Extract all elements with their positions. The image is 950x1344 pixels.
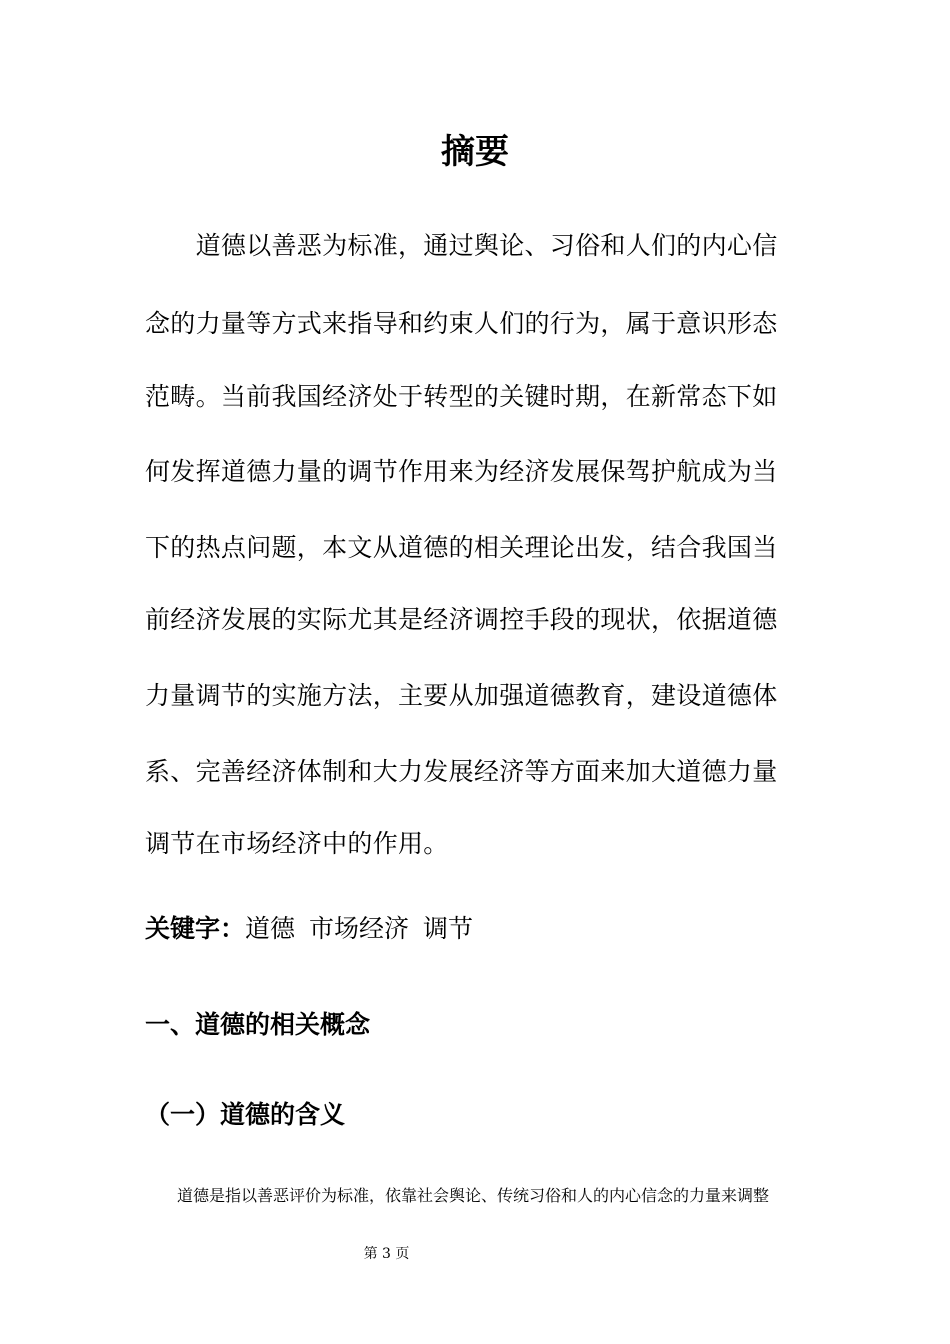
abstract-line: 道德以善恶为标准，通过舆论、习俗和人们的内心信 [145,231,778,260]
page-title: 摘要 [441,132,509,172]
abstract-line: 何发挥道德力量的调节作用来为经济发展保驾护航成为当 [145,457,778,486]
abstract-line: 调节在市场经济中的作用。 [145,829,449,858]
subsection-heading: （一）道德的含义 [145,1100,346,1129]
abstract-line: 下的热点问题，本文从道德的相关理论出发，结合我国当 [145,533,778,562]
keywords-label: 关键字： [145,914,246,943]
abstract-line: 系、完善经济体制和大力发展经济等方面来加大道德力量 [145,757,778,786]
body-paragraph: 道德是指以善恶评价为标准，依靠社会舆论、传统习俗和人的内心信念的力量来调整 [177,1186,770,1205]
abstract-line: 念的力量等方式来指导和约束人们的行为，属于意识形态 [145,309,778,338]
abstract-line: 力量调节的实施方法，主要从加强道德教育，建设道德体 [145,681,778,710]
section-heading: 一、道德的相关概念 [145,1010,371,1039]
keyword-item: 调节 [423,914,474,943]
abstract-line: 前经济发展的实际尤其是经济调控手段的现状，依据道德 [145,605,778,634]
keyword-item: 道德 [245,914,296,943]
abstract-line: 范畴。当前我国经济处于转型的关键时期，在新常态下如 [145,382,778,411]
page-number: 第 3 页 [363,1246,410,1262]
keywords-line [145,912,487,946]
keyword-item: 市场经济 [309,914,410,943]
